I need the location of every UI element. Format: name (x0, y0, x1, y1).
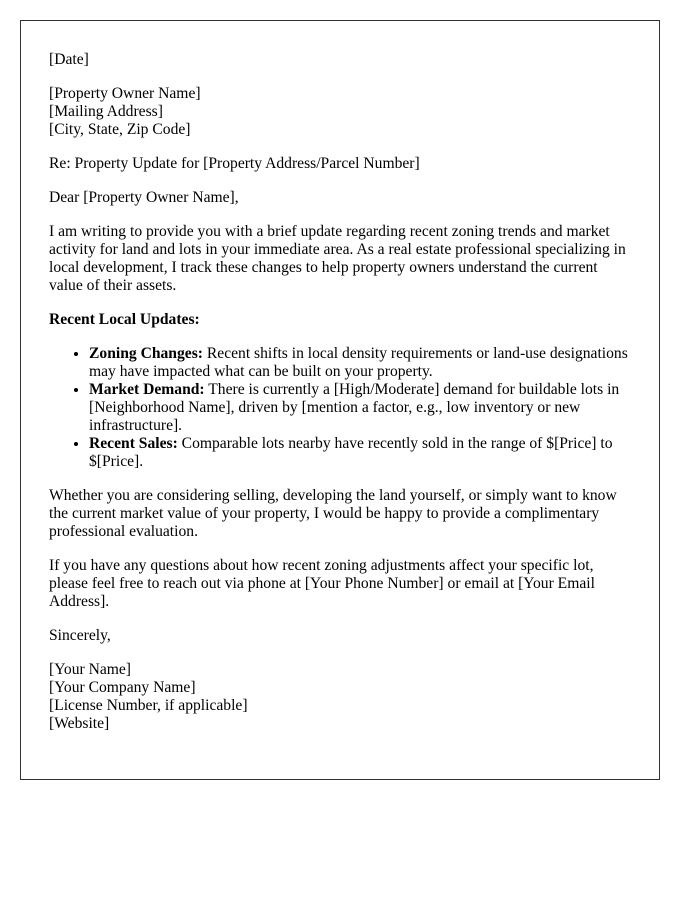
date: [Date] (49, 51, 89, 68)
update-text: There is currently a [High/Moderate] demand for buildable lots in [Neighborhood Name], driven by [mention a factor, e.g., low inventory or new infrastructure]. (89, 381, 620, 434)
update-label: Market Demand: (89, 381, 205, 398)
updates-heading: Recent Local Updates: (49, 311, 200, 328)
signature-license: [License Number, if applicable] (49, 697, 248, 714)
list-item (89, 381, 631, 435)
updates-list (49, 345, 631, 471)
signature-block (49, 661, 631, 733)
subject-line: Re: Property Update for [Property Address/Parcel Number] (49, 155, 420, 172)
recipient-name: [Property Owner Name] (49, 85, 201, 102)
salutation: Dear [Property Owner Name], (49, 189, 239, 206)
closing: Sincerely, (49, 627, 111, 644)
selling-paragraph: Whether you are considering selling, developing the land yourself, or simply want to know the current market value of your property, I would be happy to provide a complimentary professional evaluation. (49, 487, 617, 540)
update-label: Recent Sales: (89, 435, 178, 452)
date-line (49, 51, 631, 69)
list-item (89, 345, 631, 381)
intro-paragraph: I am writing to provide you with a brief update regarding recent zoning trends and market activity for land and lots in your immediate area. As a real estate professional specializing in local development, I track these changes to help property owners understand the current value of their assets. (49, 223, 626, 294)
signature-company: [Your Company Name] (49, 679, 196, 696)
signature-name: [Your Name] (49, 661, 132, 678)
signature-website: [Website] (49, 715, 110, 732)
recipient-city-state-zip: [City, State, Zip Code] (49, 121, 191, 138)
contact-paragraph: If you have any questions about how recent zoning adjustments affect your specific lot, please feel free to reach out via phone at [Your Phone Number] or email at [Your Email Address]. (49, 557, 595, 610)
update-text: Recent shifts in local density requirements or land-use designations may have impacted what can be built on your property. (89, 345, 628, 380)
recipient-address-block (49, 85, 631, 139)
update-label: Zoning Changes: (89, 345, 203, 362)
update-text: Comparable lots nearby have recently sold in the range of $[Price] to $[Price]. (89, 435, 613, 470)
letter-page (20, 20, 660, 780)
recipient-address: [Mailing Address] (49, 103, 163, 120)
list-item (89, 435, 631, 471)
